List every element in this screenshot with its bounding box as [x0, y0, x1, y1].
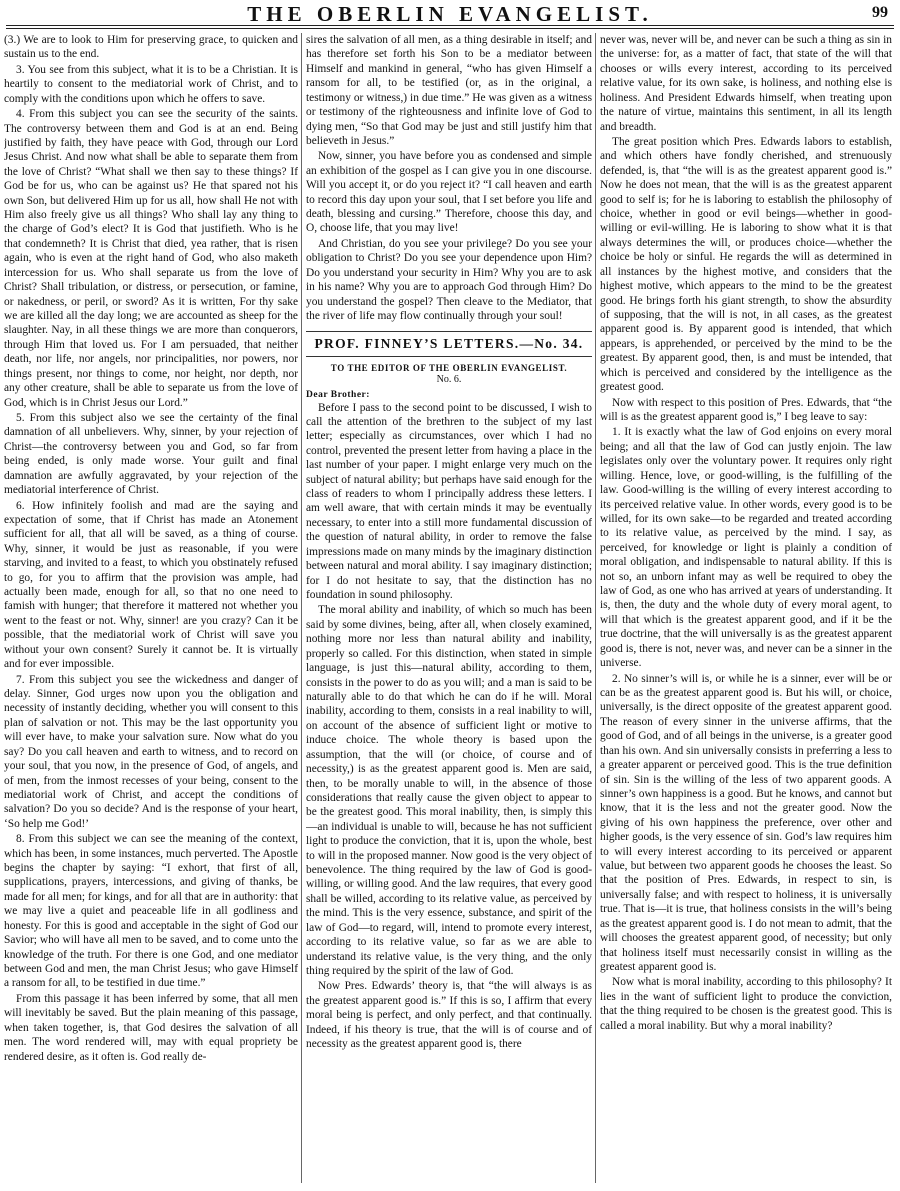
masthead-rule: [6, 25, 894, 26]
paragraph: sires the salvation of all men, as a thing desirable in itself; and has therefore set forth his Son to be a mediator between Himself and mankind in general, “who has given Himself a ransom for all, to be testified (or, as in the original, a testimony or witness,) in due time.” He was given as a witness or testimony of the righteousness and infinite love of God to dying men, “So that God may be just and still justify him that believeth in Jesus.”: [306, 34, 592, 147]
paragraph: 2. No sinner’s will is, or while he is a sinner, ever will be or can be as the greatest apparent good is. But his will, or choice, universally, is the direct opposite of the greatest apparent good. The reason of every sinner in the universe affirms, that the good of God, and of all beings in the universe, is a greater good than his own. And sin universally consists in preferring a less to a greater apparent or perceived good. This is the true definition of sin. Sin is the willing of the less of two apparent goods. A sinner’s own happiness is a good. But he knows, and cannot but know, that it is the less and not the greater good. Now the giving of his own happiness the preference, over other and higher goods, is the very essence of sin. God’s law requires him to will every interest according to its perceived or apparent value, but between two apparent goods he chooses the least. So that the position of Pres. Edwards, in respect to sin, is universally false; and with respect to holiness, it is universally true. That is—it is true, that holiness consists in the will’s being as the greatest apparent good is. I do not mean to admit, that the will chooses the greatest apparent good, of necessity; but only that holiness itself must necessarily consist in willing as the greatest apparent good is.: [600, 672, 892, 973]
paragraph: Before I pass to the second point to be discussed, I wish to call the attention of the brethren to the subject of my last letter; especially as circumstances, over which I had no control, prevented the present letter from having a place in the last number of your paper. I might enlarge very much on the subject of natural ability; but perhaps have said enough for the class of readers to whom I principally address these letters. I am well aware, that with certain minds it may be eventually necessary, to enter into a still more fundamental discussion of the question of natural ability, in order to remove the false impressions made on many minds by the imaginary distinction between natural and moral ability. I say imaginary distinction; for I do not hesitate to say, that the distinction has no foundation in sound philosophy.: [306, 401, 592, 602]
paragraph: The great position which Pres. Edwards labors to establish, and which others have fondly cherished, and strenuously defended, is, that “the will is as the greatest apparent good is.” Now he does not mean, that the will is as the greatest apparent good to self is; for he is laboring to establish the philosophy of choice, whether in good or evil beings—whether in good-willing or evil-willing. He is laboring to show what it is that always determines the will, or produces choice—whether the choice be holy or sinful. He regards the will as determined in all instances by the highest motive, and considers that the highest motive, which appears to the mind to be the greatest good. He brings forth his giant strength, to show the absurdity of supposing, that the will is not, in all cases, as the greatest apparent good is. By apparent good is intended, that which appears, is apprehended, or perceived by the mind to be the greatest. By apparent good, then, is and must be intended, that which is perceived and considered by the intelligence as the greatest good.: [600, 135, 892, 394]
paragraph: 4. From this subject you can see the security of the saints. The controversy between them and God is at an end. Being justified by faith, they have peace with God, through our Lord Jesus Christ. And now what shall be able to separate them from the love of Christ? “What shall we then say to these things? If God be for us, who can be against us? He that spared not his own Son, but delivered Him up for us all, how shall He not with Him also freely give us all things? Who shall lay any thing to the charge of God’s elect? It is God that justifieth. Who is he that condemneth? It is Christ that died, yea rather, that is risen again, who is even at the right hand of God, who also maketh intercession for us. Who shall separate us from the love of Christ? Shall tribulation, or distress, or persecution, or famine, or nakedness, or peril, or sword? As it is written, For thy sake we are killed all the day long; we are accounted as sheep for the slaughter. Nay, in all these things we are more than conquerors, through Him that loved us. For I am persuaded, that neither death, nor life, nor angels, nor principalities, nor powers, nor things present, nor things to come, nor height, nor depth, nor any other creature, shall be able to separate us from the love of God, which is in Christ Jesus our Lord.”: [4, 108, 298, 409]
masthead: [0, 0, 900, 24]
letter-number: No. 6.: [436, 373, 462, 385]
column-divider: [595, 33, 596, 1183]
newspaper-title: THE OBERLIN EVANGELIST.: [247, 2, 653, 26]
paragraph: (3.) We are to look to Him for preserving grace, to quicken and sustain us to the end.: [4, 34, 298, 61]
paragraph: 7. From this subject you see the wickedness and danger of delay. Sinner, God urges now upon you the obligation and necessity of instantly deciding, whether you will consent to this plan of salvation or not. This may be the last opportunity you will ever have, to make your salvation sure. Now what do you say? Do you call heaven and earth to witness, and to record on your soul, that you now, in the presence of God, of angels, and of men, from the inmost recesses of your being, consent to the mediatorial work of Christ, and accept the conditions of salvation? Do you so decide? And is the response of your heart, ‘So help me God!’: [4, 673, 298, 830]
column-3: [600, 33, 892, 1185]
column-2: [306, 33, 592, 1185]
letter-heading: PROF. FINNEY’S LETTERS.—No. 34.: [314, 336, 584, 352]
paragraph: 5. From this subject also we see the certainty of the final damnation of all unbelievers. Why, sinner, by your rejection of Christ—the controversy between you and God, so far from being ended, is only made worse. Your guilt and final damnation are awfully aggravated, by your rejection of the mediatorial interference of Christ.: [4, 411, 298, 497]
paragraph: 3. You see from this subject, what it is to be a Christian. It is heartily to consent to the mediatorial work of Christ, and to comply with the conditions upon which he offers to save.: [4, 63, 298, 105]
salutation: Dear Brother:: [306, 389, 370, 400]
paragraph: never was, never will be, and never can be such a thing as sin in the universe: for, as a matter of fact, that state of the will that chooses or wills every interest, according to its perceived relative value, for its own sake, is holiness, and nothing else is holiness. And President Edwards himself, when treating upon the nature of virtue, maintains this sentiment, in all its length and breadth.: [600, 34, 892, 133]
paragraph: Now Pres. Edwards’ theory is, that “the will always is as the greatest apparent good is.” If this is so, I affirm that every moral being is perfect, and only perfect, and that continually. Indeed, if his theory is true, that the will is of course and of necessity as the greatest apparent good is, there: [306, 980, 592, 1051]
paragraph: Now with respect to this position of Pres. Edwards, that “the will is as the greatest apparent good is,” I beg leave to say:: [600, 396, 892, 423]
column-divider: [301, 33, 302, 1183]
paragraph: And Christian, do you see your privilege? Do you see your obligation to Christ? Do you see your dependence upon Him? Do you understand your security in Him? Why you are to ask in his name? Why you are to approach God through Him? Do you understand the gospel? Then cleave to the Mediator, that the river of life may flow continually through your soul!: [306, 237, 592, 323]
letter-heading-block: [306, 331, 592, 356]
column-1: [4, 33, 298, 1185]
paragraph: 1. It is exactly what the law of God enjoins on every moral being; and all that the law of God can justly enjoin. The law legislates only over the voluntary power. It requires only right willing. Hence, love, or good-willing, is the fulfilling of the law. Good-willing is the willing of every interest according to its perceived relative value. In other words, every good is to be willed, for its own sake—to be regarded and treated according to its relative value, as perceived by the mind. I say, as perceived, for knowledge or light is plainly a condition of moral obligation, and indispensable to natural ability. If this is not so, an unborn infant may as well be required to obey the law of God, as one who has arrived at years of understanding. It is, then, the duty and the whole duty of every moral agent, to will that which is the greatest apparent good, and if it be the true doctrine, that the will universally is as the greatest apparent good is, there is not, never was, and never can be a sinner in the universe.: [600, 426, 892, 670]
paragraph: Now, sinner, you have before you as condensed and simple an exhibition of the gospel as I can give you in one discourse. Will you accept it, or do you reject it? “I call heaven and earth to record this day upon your soul, that I set before you life and death, blessing and cursing.” Therefore, choose this day, and O, choose life, that you may live!: [306, 150, 592, 235]
paragraph: The moral ability and inability, of which so much has been said by some divines, being, after all, when closely examined, nothing more nor less than natural ability and inability, properly so called. For this distinction, when stated in simple language, is just this—natural ability, according to them, consists in the power to do as you will; and a man is said to be naturally able to do that which he can do if he will. Moral inability, according to them, consists in a real inability to will, on account of the absence of sufficient light or motive to induce choice. The whole theory is based upon the assumption, that the will (or choice, of course and of necessity,) is as the greatest apparent good is. Men are said, then, to be morally unable to will, in the absence of those considerations that really cause the given object to appear to be the greatest good. This moral inability, then, is simply this—an individual is unable to will, because he has not sufficient light to produce the conviction, that it is, upon the whole, best to will in the proposed manner. Now good is the very object of benevolence. The thing required by the law of God is good-willing, or willing good. And the law requires, that every good shall be willed, according to its relative value, as perceived by the mind. This is the very essence, substance, and spirit of the law of God—to regard, will, intend to promote every interest, according to its relative value, so far as we are able to understand its relative value, is the very thing, and the only thing required by the spirit of the law of God.: [306, 604, 592, 977]
paragraph: 6. How infinitely foolish and mad are the saying and expectation of some, that if Christ has made an Atonement sufficient for all, that all will be saved, as a thing of course. Why, sinner, it would be just as reasonable, if you were starving, and invited to a feast, to which you obstinately refused to go, for you to affirm that the provision was ample, had actually been made, enough for all, so that no one need to famish with hunger; that therefore it mattered not whether you went to the feast or not. Why, sinner! are you crazy? Can it be possible, that the mediatorial work of Christ will save you without your own consent? Surely it cannot be. It is virtually and for ever impossible.: [4, 499, 298, 671]
letter-addressee: TO THE EDITOR OF THE OBERLIN EVANGELIST.: [330, 362, 568, 373]
masthead-rule-thin: [6, 28, 894, 29]
paragraph: Now what is moral inability, according to this philosophy? It lies in the want of sufficient light to produce the conviction, that the thing required to be chosen is the greatest good. This is called a moral inability. But why a moral inability?: [600, 976, 892, 1032]
page-number: 99: [872, 4, 888, 21]
paragraph: From this passage it has been inferred by some, that all men will inevitably be saved. But the plain meaning of this passage, when taken together, is, that God desires the salvation of all men. The word rendered will, may with equal propriety be rendered desire, as it often is. God really de-: [4, 992, 298, 1063]
paragraph: 8. From this subject we can see the meaning of the context, which has been, in some instances, much perverted. The Apostle begins the chapter by saying: “I exhort, that first of all, supplications, prayers, intercessions, and giving of thanks, be made for all men; for kings, and for all that are in authority: that we may live a quiet and peaceable life in all godliness and honesty. For this is good and acceptable in the sight of God our Savior; who will have all men to be saved, and to come unto the knowledge of the truth. For there is one God, and one mediator between God and men, the man Christ Jesus; who gave Himself a ransom for all, to be testified in due time.”: [4, 833, 298, 990]
